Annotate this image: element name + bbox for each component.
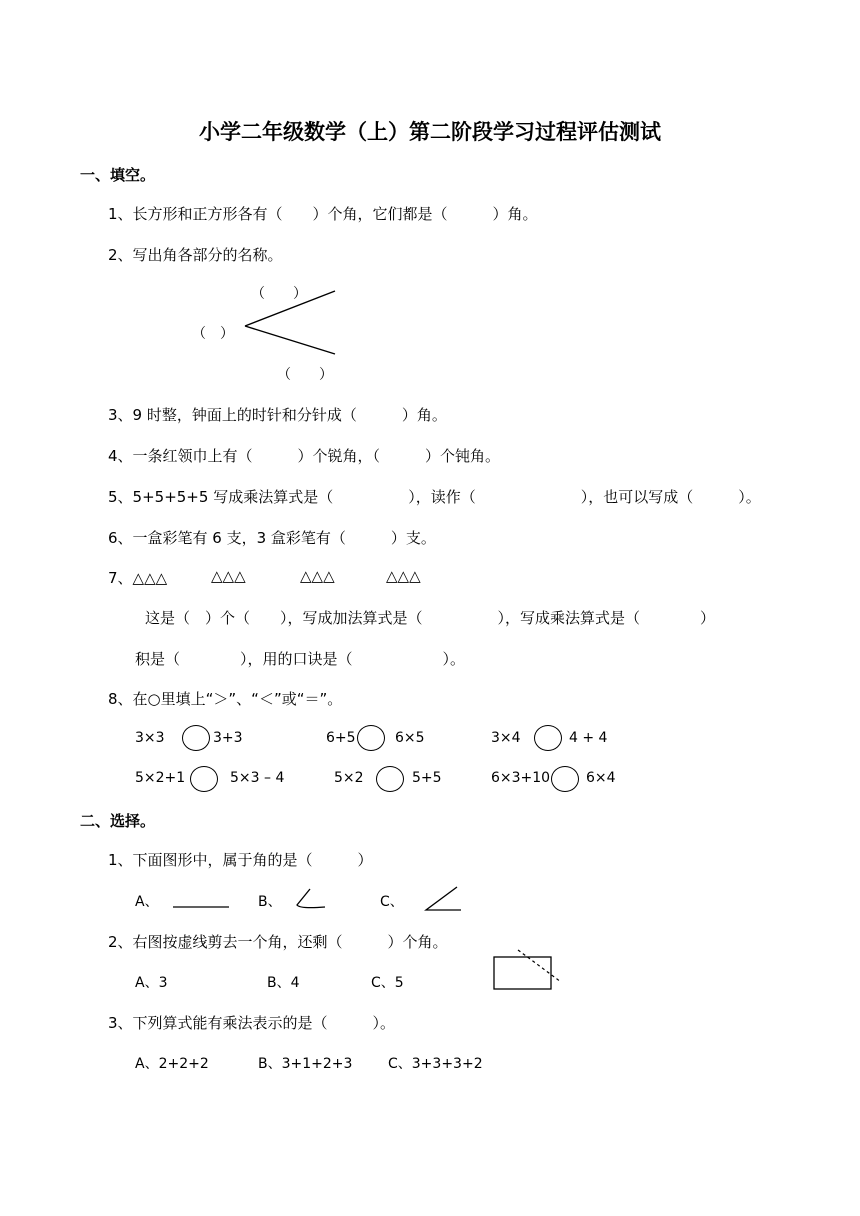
compare-left: 5×2 (334, 770, 364, 786)
question-1-7-triangles-3: △△△ (300, 567, 335, 585)
question-1-1: 1、长方形和正方形各有（ ）个角，它们都是（ ）角。 (108, 205, 538, 223)
question-1-4: 4、一条红领巾上有（ ）个锐角，（ ）个钝角。 (108, 447, 501, 465)
question-1-8: 8、在○里填上“＞”、“＜”或“＝”。 (108, 690, 343, 708)
compare-left: 6×3+10 (491, 770, 551, 786)
question-2-1: 1、下面图形中，属于角的是（ ） (108, 851, 373, 869)
question-1-3: 3、9 时整，钟面上的时针和分针成（ ）角。 (108, 406, 447, 424)
question-1-6: 6、一盒彩笔有 6 支，3 盒彩笔有（ ）支。 (108, 529, 436, 547)
option-c-label: C、 (380, 894, 404, 910)
question-1-7-line-3: 积是（ ），用的口诀是（ ）。 (135, 650, 466, 668)
compare-right: 6×4 (586, 770, 616, 786)
compare-right: 3+3 (213, 730, 243, 746)
compare-right: 5×3 – 4 (230, 770, 285, 786)
question-2-3: 3、下列算式能有乘法表示的是（ ）。 (108, 1014, 396, 1032)
option-a: A、3 (135, 975, 168, 991)
option-b-label: B、 (258, 894, 282, 910)
question-1-7-triangles-4: △△△ (386, 567, 421, 585)
angle-label-vertex: （ ） (192, 326, 234, 342)
question-1-5: 5、5+5+5+5 写成乘法算式是（ ），读作（ ），也可以写成（ ）。 (108, 488, 761, 506)
section-heading-choice: 二、选择。 (80, 812, 156, 830)
compare-right: 6×5 (395, 730, 425, 746)
option-c-angle (426, 887, 461, 910)
compare-left: 5×2+1 (135, 770, 186, 786)
compare-left: 3×3 (135, 730, 165, 746)
rectangle-figure (494, 957, 551, 989)
angle-label-bottom: （ ） (277, 367, 333, 383)
option-b: B、3+1+2+3 (258, 1056, 353, 1072)
compare-right: 5+5 (412, 770, 442, 786)
question-1-7-line-2: 这是（ ）个（ ），写成加法算式是（ ），写成乘法算式是（ ） (145, 609, 716, 627)
option-a-label: A、 (135, 894, 159, 910)
option-b: B、4 (267, 975, 300, 991)
question-1-7-triangles-1: 7、△△△ (108, 569, 168, 587)
compare-left: 6+5 (326, 730, 356, 746)
option-a: A、2+2+2 (135, 1056, 209, 1072)
page-title: 小学二年级数学（上）第二阶段学习过程评估测试 (199, 120, 661, 144)
question-1-7-triangles-2: △△△ (211, 567, 246, 585)
angle-label-top: （ ） (251, 286, 307, 302)
option-c: C、3+3+3+2 (388, 1056, 483, 1072)
compare-left: 3×4 (491, 730, 521, 746)
question-2-2: 2、右图按虚线剪去一个角，还剩（ ）个角。 (108, 933, 448, 951)
option-c: C、5 (371, 975, 404, 991)
option-b-curved-shape (297, 889, 325, 908)
section-heading-fill-in: 一、填空。 (80, 166, 156, 184)
cut-dashed-line (518, 950, 561, 982)
compare-right: 4 + 4 (569, 730, 608, 746)
question-1-2: 2、写出角各部分的名称。 (108, 246, 283, 264)
